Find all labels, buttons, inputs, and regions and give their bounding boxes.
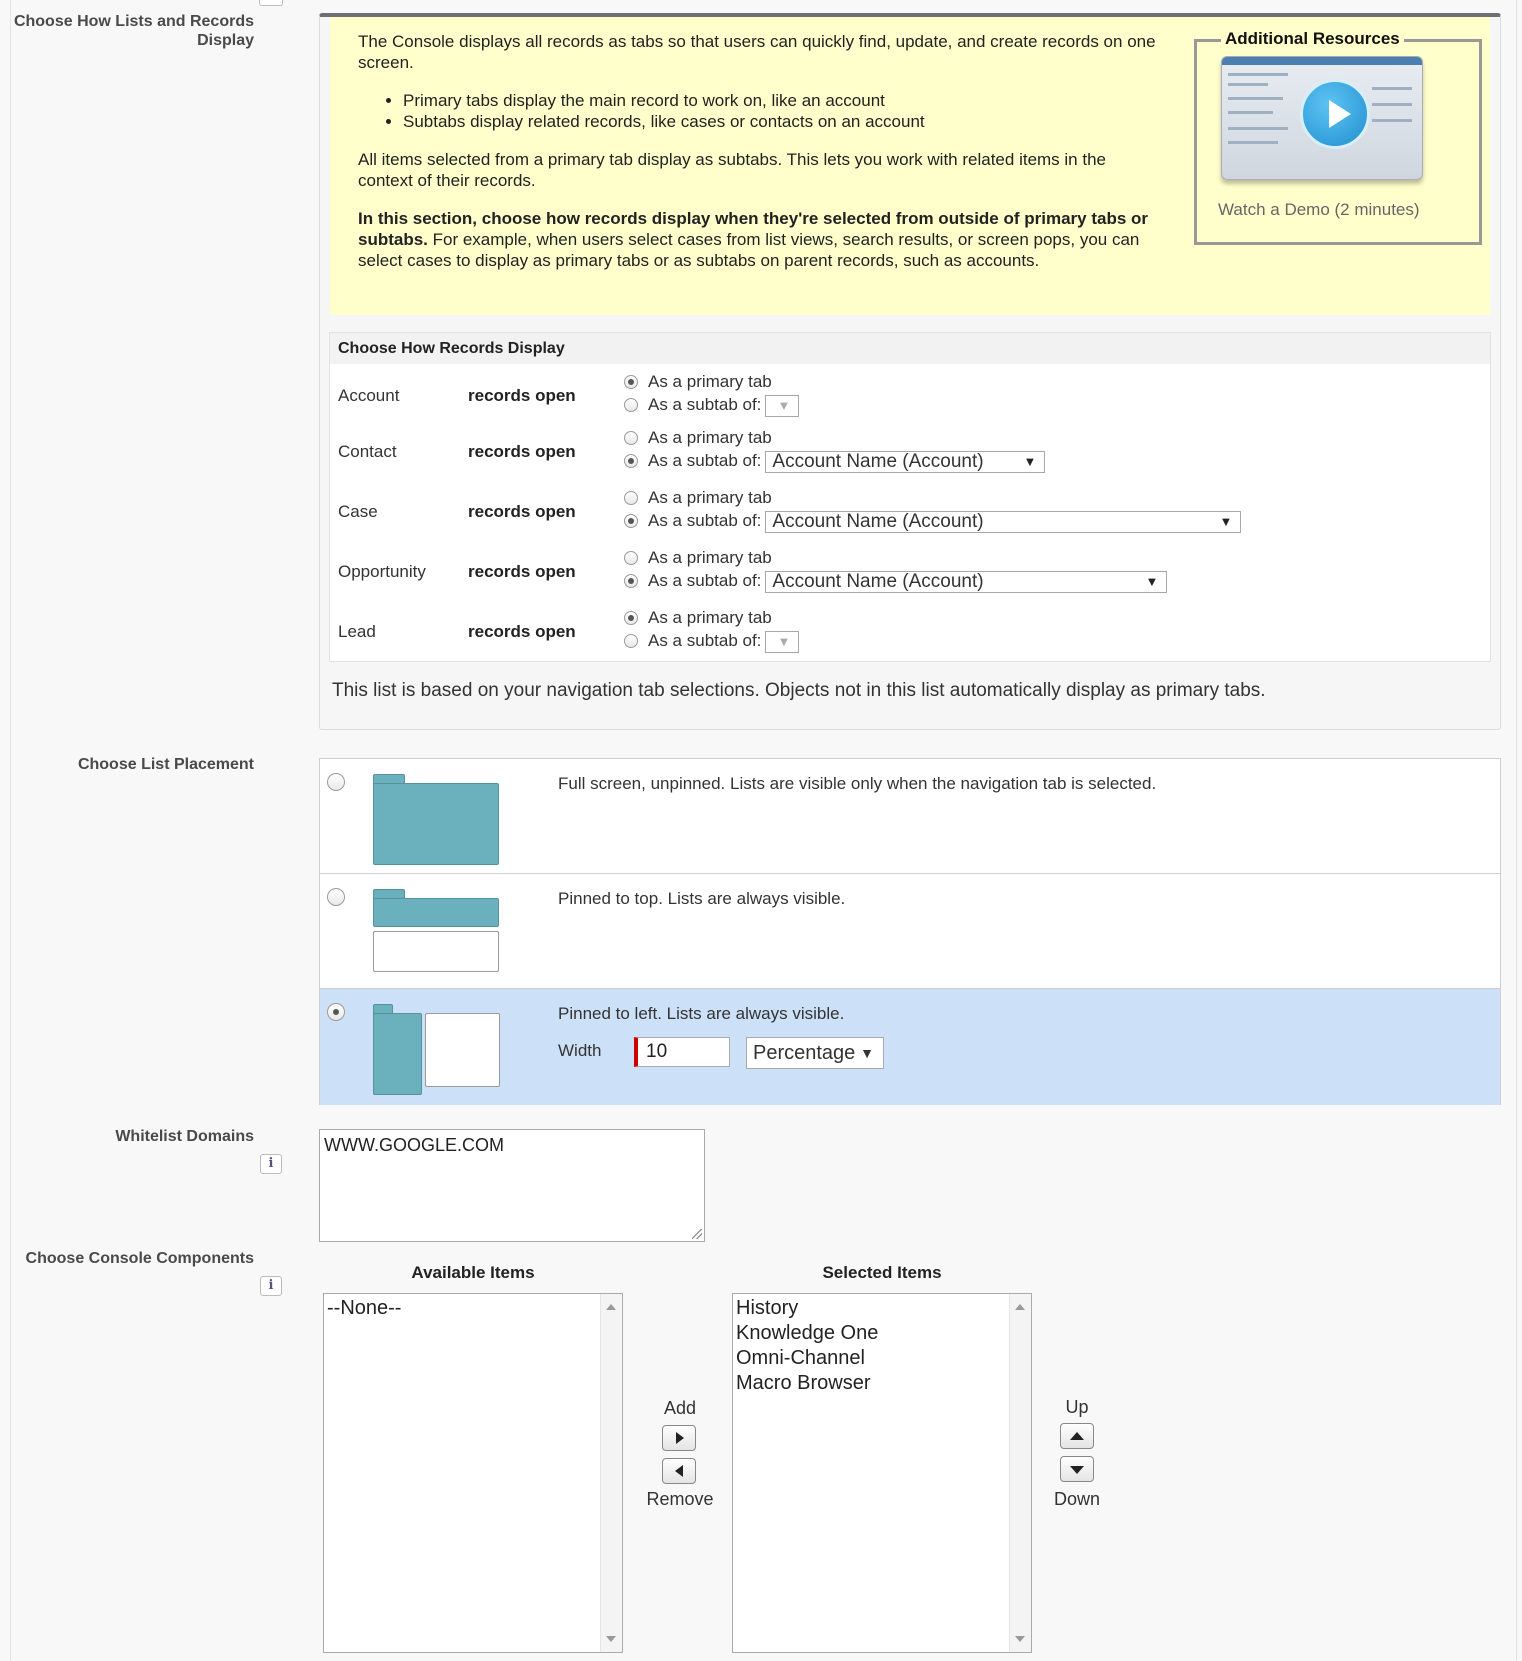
dropdown-arrow-icon: ▼ (1023, 453, 1037, 469)
object-name: Lead (338, 622, 376, 641)
arrow-right-icon (676, 1432, 684, 1444)
records-open-label: records open (468, 502, 576, 521)
account-subtab-select[interactable] (765, 395, 799, 417)
option-label: As a subtab of: (648, 395, 762, 414)
list-item[interactable]: History (736, 1297, 799, 1319)
thumbnail-line (1228, 141, 1278, 144)
radio-icon[interactable] (624, 551, 638, 565)
scroll-up-icon[interactable] (1015, 1304, 1025, 1310)
radio-icon[interactable] (327, 1003, 345, 1021)
selected-items-heading: Selected Items (822, 1263, 942, 1282)
lists-records-label: Choose How Lists and Records Display (13, 13, 254, 49)
folder-body-shape (373, 783, 499, 865)
option-label: As a primary tab (648, 372, 772, 391)
radio-icon[interactable] (327, 773, 345, 791)
scrollbar[interactable] (600, 1294, 622, 1652)
lists-records-panel (319, 13, 1501, 730)
setup-page (10, 0, 1517, 1661)
object-name: Opportunity (338, 562, 426, 581)
list-placement-label: Choose List Placement (77, 756, 254, 773)
object-name: Contact (338, 442, 397, 461)
lead-primary-option[interactable] (624, 607, 772, 629)
width-unit-select[interactable] (746, 1037, 884, 1069)
radio-icon[interactable] (327, 888, 345, 906)
dropdown-arrow-icon: ▼ (777, 397, 791, 413)
whitelist-textarea[interactable] (319, 1129, 705, 1242)
intro-p3 (358, 208, 1158, 271)
option-label: As a subtab of: (648, 631, 762, 650)
radio-icon[interactable] (624, 574, 638, 588)
record-row-account (330, 368, 1490, 424)
opportunity-primary-option[interactable] (624, 547, 772, 569)
thumbnail-line (1228, 83, 1268, 86)
list-placement-options (319, 758, 1501, 1105)
select-value: Percentage (753, 1042, 856, 1064)
folder-body-shape (373, 1013, 422, 1095)
remove-label: Remove (646, 1489, 714, 1509)
case-subtab-option[interactable] (624, 510, 1241, 532)
list-item[interactable]: --None-- (327, 1297, 402, 1319)
option-label: As a primary tab (648, 608, 772, 627)
available-items (327, 1296, 401, 1321)
case-primary-option[interactable] (624, 487, 772, 509)
list-item[interactable]: Omni-Channel (736, 1347, 865, 1369)
move-down-button[interactable] (1060, 1456, 1094, 1482)
arrow-left-icon (675, 1465, 683, 1477)
play-icon[interactable] (1300, 79, 1370, 149)
opportunity-subtab-select[interactable] (765, 571, 1167, 593)
add-button[interactable] (662, 1425, 696, 1451)
radio-icon[interactable] (624, 634, 638, 648)
radio-icon[interactable] (624, 431, 638, 445)
object-name: Case (338, 502, 378, 521)
remove-button[interactable] (662, 1458, 696, 1484)
list-item[interactable]: Knowledge One (736, 1322, 879, 1344)
records-display-heading: Choose How Records Display (330, 333, 1490, 364)
case-subtab-select[interactable] (765, 511, 1241, 533)
down-label: Down (1053, 1489, 1101, 1509)
intro-p1: The Console displays all records as tabs so that users can quickly find, update, and create records on one screen. (358, 32, 1156, 72)
radio-icon[interactable] (624, 514, 638, 528)
dropdown-arrow-icon: ▼ (860, 1045, 874, 1061)
resize-grip-icon[interactable] (692, 1229, 702, 1239)
select-value: Account Name (Account) (772, 510, 984, 532)
option-label: As a primary tab (648, 488, 772, 507)
components-label: Choose Console Components (25, 1250, 254, 1267)
placement-pinned-top[interactable] (320, 874, 1500, 989)
intro-bullet-2: • Subtabs display related records, like cases or contacts on an account (403, 111, 1158, 132)
contact-subtab-option[interactable] (624, 450, 1045, 472)
arrow-up-icon (1070, 1432, 1084, 1440)
record-row-contact (330, 424, 1490, 480)
thumbnail-line (1372, 119, 1412, 122)
scroll-down-icon[interactable] (1015, 1636, 1025, 1642)
scrollbar[interactable] (1009, 1294, 1031, 1652)
placement-pinned-left[interactable] (320, 989, 1500, 1105)
move-up-button[interactable] (1060, 1423, 1094, 1449)
record-row-opportunity (330, 544, 1490, 600)
selected-items (736, 1296, 878, 1396)
option-label: As a subtab of: (648, 511, 762, 530)
scroll-down-icon[interactable] (606, 1636, 616, 1642)
top-edge-button[interactable] (259, 0, 283, 6)
watch-demo-link[interactable]: Watch a Demo (2 minutes) (1218, 200, 1420, 219)
selected-items-list[interactable] (732, 1293, 1032, 1653)
intro-p3-rest: For example, when users select cases from list views, search results, or screen pops, you can select cases to display as primary tabs or as subtabs on parent records, such as accounts. (358, 230, 1140, 270)
placement-radio[interactable] (327, 773, 345, 791)
folder-body-shape (373, 898, 499, 927)
additional-resources-box (1194, 29, 1482, 245)
account-primary-option[interactable] (624, 371, 772, 393)
intro-text (358, 31, 1158, 288)
dropdown-arrow-icon: ▼ (1145, 573, 1159, 589)
placement-text: Full screen, unpinned. Lists are visible only when the navigation tab is selected. (558, 774, 1157, 793)
thumbnail-line (1228, 97, 1283, 100)
option-label: As a subtab of: (648, 571, 762, 590)
lead-subtab-select[interactable] (765, 631, 799, 653)
records-open-label: records open (468, 562, 576, 581)
content-area-shape (425, 1013, 500, 1087)
demo-thumbnail[interactable] (1221, 56, 1423, 180)
thumbnail-line (1228, 127, 1288, 130)
records-open-label: records open (468, 442, 576, 461)
record-row-case (330, 484, 1490, 540)
account-subtab-option[interactable] (624, 394, 799, 416)
arrow-down-icon (1070, 1466, 1084, 1474)
intro-p3-bold: In this section, choose how records display when they're selected from outside of primary tabs or subtabs. (358, 209, 1149, 249)
records-footnote: This list is based on your navigation tab selections. Objects not in this list automatically display as primary tabs. (332, 680, 1266, 701)
width-input[interactable]: 10 (634, 1037, 730, 1067)
radio-icon[interactable] (624, 491, 638, 505)
additional-resources-title: Additional Resources (1221, 29, 1404, 49)
placement-full-screen[interactable] (320, 759, 1500, 874)
intro-box (330, 17, 1490, 315)
available-items-list[interactable] (323, 1293, 623, 1653)
info-icon[interactable]: i (260, 1154, 282, 1174)
option-label: As a subtab of: (648, 451, 762, 470)
placement-text: Pinned to left. Lists are always visible. (558, 1004, 845, 1023)
records-open-label: records open (468, 622, 576, 641)
placement-radio[interactable] (327, 888, 345, 906)
select-value: Account Name (Account) (772, 570, 984, 592)
dropdown-arrow-icon: ▼ (1219, 513, 1233, 529)
whitelist-label: Whitelist Domains (115, 1128, 254, 1145)
option-label: As a primary tab (648, 548, 772, 567)
records-open-label: records open (468, 386, 576, 405)
thumbnail-line (1228, 111, 1273, 114)
placement-text: Pinned to top. Lists are always visible. (558, 889, 846, 908)
whitelist-value: WWW.GOOGLE.COM (324, 1135, 504, 1155)
radio-icon[interactable] (624, 611, 638, 625)
opportunity-subtab-option[interactable] (624, 570, 1167, 592)
radio-icon[interactable] (624, 454, 638, 468)
contact-primary-option[interactable] (624, 427, 772, 449)
select-value: Account Name (Account) (772, 450, 984, 472)
lead-subtab-option[interactable] (624, 630, 799, 652)
info-icon[interactable]: i (260, 1276, 282, 1296)
scroll-up-icon[interactable] (606, 1304, 616, 1310)
width-label: Width (558, 1041, 602, 1060)
option-label: As a primary tab (648, 428, 772, 447)
contact-subtab-select[interactable] (765, 451, 1045, 473)
record-row-lead (330, 604, 1490, 660)
radio-icon[interactable] (624, 375, 638, 389)
available-items-heading: Available Items (411, 1263, 535, 1282)
thumbnail-line (1372, 103, 1412, 106)
records-display-table (329, 332, 1491, 662)
dropdown-arrow-icon: ▼ (777, 633, 791, 649)
thumbnail-header-bar (1222, 57, 1422, 65)
placement-radio[interactable] (327, 1003, 345, 1021)
thumbnail-line (1228, 73, 1288, 76)
object-name: Account (338, 386, 400, 405)
list-item[interactable]: Macro Browser (736, 1372, 871, 1394)
intro-p2: All items selected from a primary tab display as subtabs. This lets you work with related items in the context of their records. (358, 150, 1106, 190)
up-label: Up (1065, 1397, 1089, 1417)
intro-bullets (358, 90, 1158, 132)
intro-bullet-1: • Primary tabs display the main record to work on, like an account (403, 90, 1158, 111)
content-area-shape (373, 931, 499, 972)
radio-icon[interactable] (624, 398, 638, 412)
add-label: Add (663, 1398, 697, 1418)
thumbnail-line (1372, 87, 1412, 90)
